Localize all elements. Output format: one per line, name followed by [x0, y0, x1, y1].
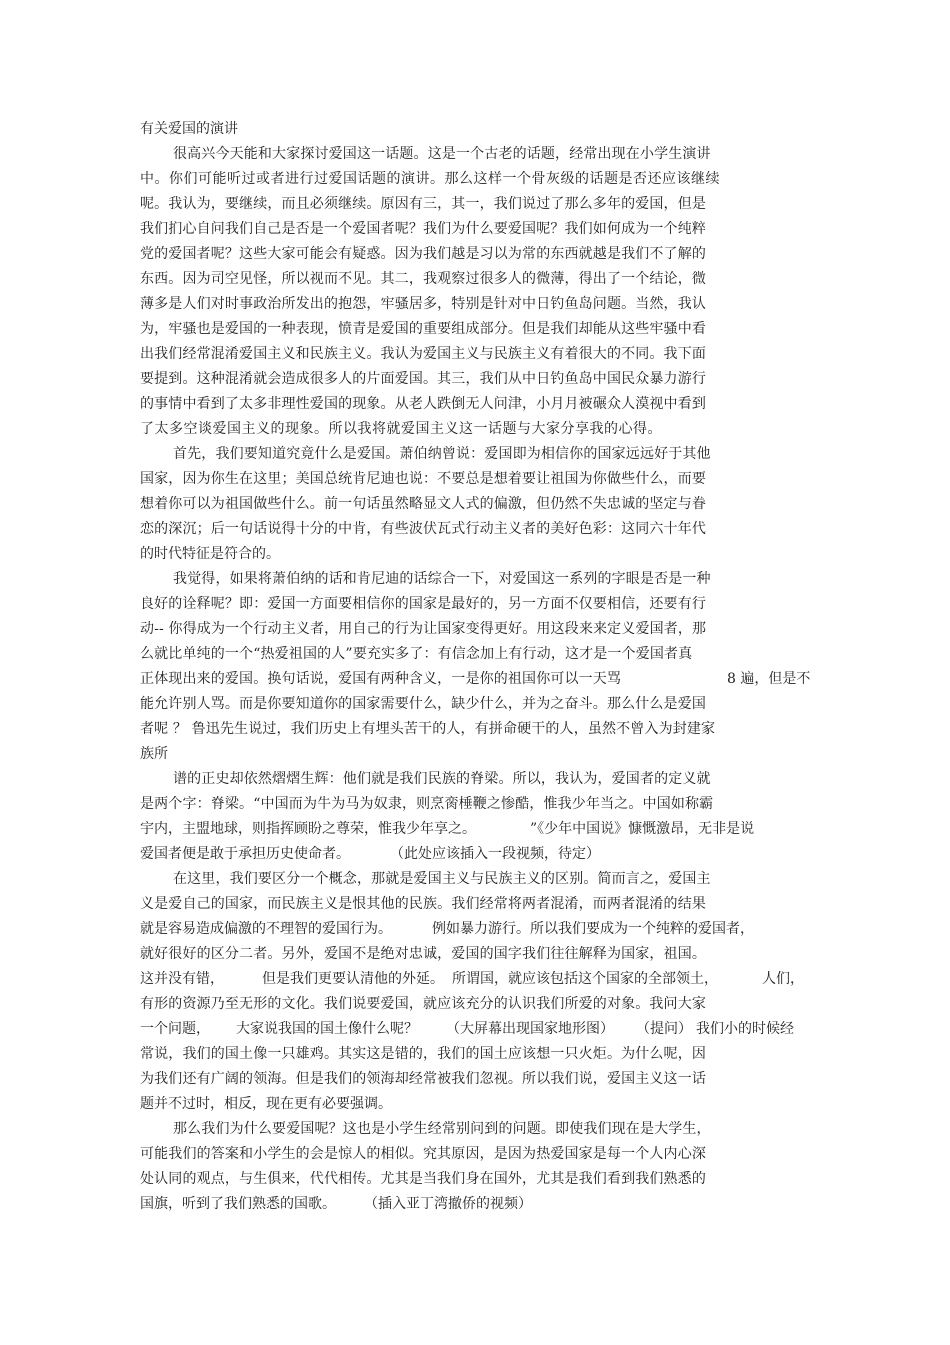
text-line: （大屏幕出现国家地形图）: [446, 1021, 614, 1037]
text-line: 是两个字：脊梁。“中国而为牛为马为奴隶，则烹脔棰鞭之惨酷，惟我少年当之。中国如称霸: [140, 796, 714, 812]
text-line: 者呢 ？ 鲁迅先生说过，我们历史上有埋头苦干的人，有拼命硬干的人，虽然不曾入为封建家: [140, 721, 716, 737]
text-line: 一个问题，: [140, 1021, 210, 1037]
text-line: 我们扪心自问我们自己是否是一个爱国者呢？我们为什么要爱国呢？我们如何成为一个纯粹: [140, 221, 706, 237]
text-line: 首先，我们要知道究竟什么是爱国。萧伯纳曾说：爱国即为相信你的国家远远好于其他: [173, 446, 711, 462]
text-line: 的事情中看到了太多非理性爱国的现象。从老人跌倒无人问津，小月月被碾众人漠视中看到: [140, 396, 706, 412]
text-line: 但是我们更要认清他的外延。: [262, 971, 444, 987]
text-line: 么就比单纯的一个“热爱祖国的人”要充实多了：有信念加上有行动，这才是一个爱国者真: [140, 646, 693, 662]
text-line: （此处应该插入一段视频，待定）: [390, 846, 600, 862]
text-line: 族所: [140, 746, 168, 762]
text-line: 那么我们为什么要爱国呢？这也是小学生经常别问到的问题。即使我们现在是大学生，: [173, 1121, 711, 1137]
text-line: 党的爱国者呢？这些大家可能会有疑惑。因为我们越是习以为常的东西就越是我们不了解的: [140, 246, 706, 262]
text-line: 要提到。这种混淆就会造成很多人的片面爱国。其三，我们从中日钓鱼岛中国民众暴力游行: [140, 371, 706, 387]
text-line: 出我们经常混淆爱国主义和民族主义。我认为爱国主义与民族主义有着很大的不同。我下面: [140, 346, 706, 362]
text-line: 薄多是人们对时事政治所发出的抱怨，牢骚居多，特别是针对中日钓鱼岛问题。当然，我认: [140, 296, 706, 312]
text-line: 处认同的观点，与生俱来，代代相传。尤其是当我们身在国外，尤其是我们看到我们熟悉的: [140, 1171, 706, 1187]
text-line: 国家，因为你生在这里；美国总统肯尼迪也说：不要总是想着要让祖国为你做些什么，而要: [140, 471, 706, 487]
text-line: 人们，: [762, 971, 804, 987]
text-line: 这并没有错，: [140, 971, 224, 987]
text-line: 在这里，我们要区分一个概念，那就是爱国主义与民族主义的区别。简而言之，爱国主: [173, 871, 711, 887]
text-line: 我们小的时候经: [696, 1021, 794, 1037]
text-line: 呢。我认为，要继续，而且必须继续。原因有三，其一，我们说过了那么多年的爱国，但是: [140, 196, 706, 212]
text-line: 就是容易造成偏激的不理智的爱国行为。: [140, 921, 392, 937]
text-line: 谱的正史却依然熠熠生辉：他们就是我们民族的脊梁。所以，我认为，爱国者的定义就: [173, 771, 711, 787]
text-line: 良好的诠释呢？即：爱国一方面要相信你的国家是最好的，另一方面不仅要相信，还要有行: [140, 596, 706, 612]
text-line: 大家说我国的国土像什么呢？: [236, 1021, 418, 1037]
text-line: 题并不过时，相反，现在更有必要强调。: [140, 1096, 392, 1112]
text-line: 很高兴今天能和大家探讨爱国这一话题。这是一个古老的话题，经常出现在小学生演讲: [173, 146, 711, 162]
text-line: 所谓国，就应该包括这个国家的全部领土，: [452, 971, 718, 987]
text-line: 了太多空谈爱国主义的现象。所以我将就爱国主义这一话题与大家分享我的心得。: [140, 421, 662, 437]
text-line: 就好很好的区分二者。另外，爱国不是绝对忠诚，爱国的国字我们往往解释为国家，祖国。: [140, 946, 706, 962]
text-line: 想着你可以为祖国做些什么。前一句话虽然略显文人式的偏激，但仍然不失忠诚的坚定与眷: [140, 496, 706, 512]
text-line: 能允许别人骂。而是你要知道你的国家需要什么，缺少什么，并为之奋斗。那么什么是爱国: [140, 696, 706, 712]
document-title: 有关爱国的演讲: [140, 121, 238, 137]
text-line: ”《少年中国说》慷慨激昂，无非是说: [530, 821, 755, 837]
text-line: 中。你们可能听过或者进行过爱国话题的演讲。那么这样一个骨灰级的话题是否还应该继续: [140, 171, 720, 187]
text-line: 东西。因为司空见怪，所以视而不见。其二，我观察过很多人的微薄，得出了一个结论，微: [140, 271, 706, 287]
text-line: 义是爱自己的国家，而民族主义是恨其他的民族。我们经常将两者混淆，而两者混淆的结果: [140, 896, 706, 912]
text-line: 为，牢骚也是爱国的一种表现，愤青是爱国的重要组成部分。但是我们却能从这些牢骚中看: [140, 321, 706, 337]
text-line: 8 遍，但是不: [727, 671, 811, 687]
text-line: 国旗，听到了我们熟悉的国歌。: [140, 1196, 336, 1212]
text-line: 恋的深沉；后一句话说得十分的中肯，有些波伏瓦式行动主义者的美好色彩：这同六十年代: [140, 521, 706, 537]
text-line: 常说，我们的国土像一只雄鸡。其实这是错的，我们的国土应该想一只火炬。为什么呢，因: [140, 1046, 706, 1062]
text-line: 宇内，主盟地球，则指挥顾盼之尊荣，惟我少年享之。: [140, 821, 476, 837]
text-line: 爱国者便是敢于承担历史使命者。: [140, 846, 350, 862]
text-line: 的时代特征是符合的。: [140, 546, 280, 562]
text-line: 我觉得，如果将萧伯纳的话和肯尼迪的话综合一下，对爱国这一系列的字眼是否是一种: [173, 571, 711, 587]
text-line: 例如暴力游行。所以我们要成为一个纯粹的爱国者，: [432, 921, 754, 937]
text-line: 动-- 你得成为一个行动主义者，用自己的行为让国家变得更好。用这段来来定义爱国者，那: [140, 621, 707, 637]
text-line: 正体现出来的爱国。换句话说，爱国有两种含义，一是你的祖国你可以一天骂: [140, 671, 622, 687]
text-line: 可能我们的答案和小学生的会是惊人的相似。究其原因，是因为热爱国家是每一个人内心深: [140, 1146, 706, 1162]
text-line: 有形的资源乃至无形的文化。我们说要爱国，就应该充分的认识我们所爱的对象。我问大家: [140, 996, 706, 1012]
text-line: 为我们还有广阔的领海。但是我们的领海却经常被我们忽视。所以我们说，爱国主义这一话: [140, 1071, 706, 1087]
text-line: （插入亚丁湾撤侨的视频）: [364, 1196, 532, 1212]
text-line: （提问）: [636, 1021, 692, 1037]
